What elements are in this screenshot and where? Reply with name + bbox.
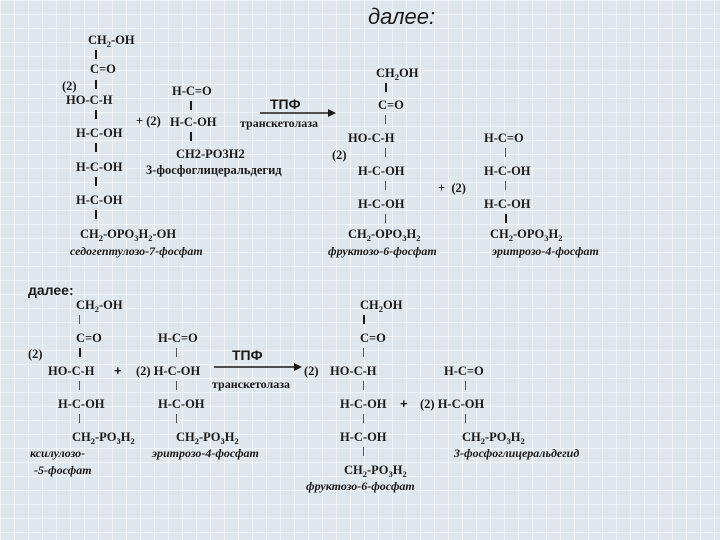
- enzyme-label: транскетолаза: [240, 116, 319, 130]
- xylulose-5-phosphate-label-2: -5-фосфат: [34, 463, 92, 477]
- cofactor-label: ТПФ: [270, 96, 301, 112]
- plus-sign-2: +: [400, 396, 408, 411]
- plus-sign: +: [114, 363, 122, 378]
- glyceraldehyde-3-phosphate-label-2: 3-фосфоглицеральдегид: [454, 446, 580, 460]
- section-label: далее:: [28, 282, 74, 298]
- enzyme-label-2: транскетолаза: [212, 377, 291, 391]
- cofactor-label-2: ТПФ: [232, 347, 263, 363]
- plus-coefficient-2: + (2): [438, 181, 466, 195]
- reaction-arrow-2: [212, 362, 304, 372]
- fructose-6-phosphate-label-2: фруктозо-6-фосфат: [306, 479, 415, 493]
- sedoheptulose-7-phosphate-label: седогептулозо-7-фосфат: [70, 244, 203, 258]
- erythrose-4-phosphate-label-2: эритрозо-4-фосфат: [152, 446, 259, 460]
- glyceraldehyde-3-phosphate-label: 3-фосфоглицеральдегид: [146, 163, 282, 177]
- xylulose-5-phosphate-label-1: ксилулозо-: [30, 446, 86, 460]
- page-title: далее:: [368, 4, 436, 29]
- plus-coefficient: + (2): [136, 114, 161, 128]
- erythrose-4-phosphate-label: эритрозо-4-фосфат: [492, 244, 599, 258]
- fructose-6-phosphate-label: фруктозо-6-фосфат: [328, 244, 437, 258]
